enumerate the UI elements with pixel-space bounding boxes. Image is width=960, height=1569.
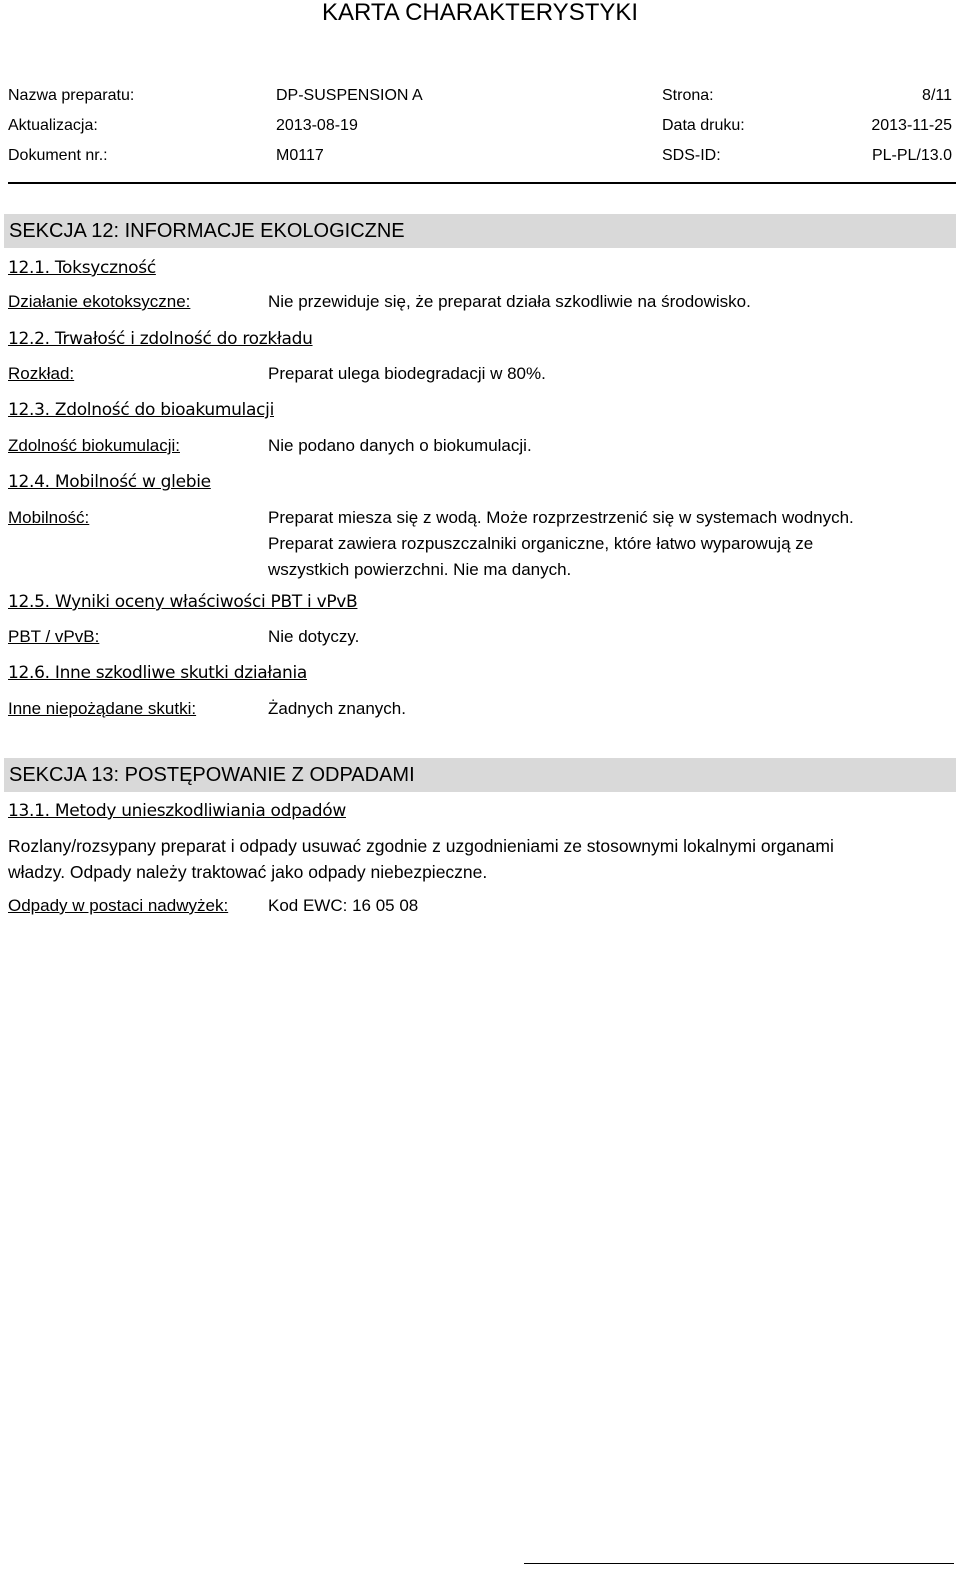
subsection-12-4-heading: 12.4. Mobilność w glebie	[8, 472, 211, 492]
header-divider	[8, 182, 956, 184]
subsection-12-6-heading: 12.6. Inne szkodliwe skutki działania	[8, 663, 308, 683]
sds-id-value: PL-PL/13.0	[871, 147, 952, 164]
section-13-header: SEKCJA 13: POSTĘPOWANIE Z ODPADAMI	[4, 758, 956, 792]
pbt-vpvb-label: PBT / vPvB:	[8, 627, 100, 646]
subsection-12-2-heading: 12.2. Trwałość i zdolność do rozkładu	[8, 329, 313, 349]
section-12-header: SEKCJA 12: INFORMACJE EKOLOGICZNE	[4, 214, 956, 248]
print-date-label: Data druku:	[662, 117, 745, 134]
print-date-value: 2013-11-25	[871, 117, 952, 134]
degradation-value: Preparat ulega biodegradacji w 80%.	[268, 364, 546, 383]
bioaccumulation-label: Zdolność biokumulacji:	[8, 436, 180, 455]
preparation-name-value: DP-SUSPENSION A	[276, 87, 423, 104]
sds-id-label: SDS-ID:	[662, 147, 721, 164]
subsection-13-1-heading: 13.1. Metody unieszkodliwiania odpadów	[8, 801, 346, 821]
mobility-value-line-2: Preparat zawiera rozpuszczalniki organiczne, które łatwo wyparowują ze	[268, 534, 814, 553]
mobility-value-line-1: Preparat miesza się z wodą. Może rozprzestrzenić się w systemach wodnych.	[268, 508, 854, 527]
subsection-12-5-heading: 12.5. Wyniki oceny właściwości PBT i vPvB	[8, 592, 358, 612]
update-value: 2013-08-19	[276, 117, 358, 134]
ecotoxicity-value: Nie przewiduje się, że preparat działa szkodliwie na środowisko.	[268, 292, 751, 311]
subsection-12-1-heading: 12.1. Toksyczność	[8, 258, 156, 278]
mobility-value-line-3: wszystkich powierzchni. Nie ma danych.	[268, 560, 572, 579]
bioaccumulation-value: Nie podano danych o biokumulacji.	[268, 436, 532, 455]
waste-disposal-line-1: Rozlany/rozsypany preparat i odpady usuwać zgodnie z uzgodnieniami ze stosownymi lokalnymi organami	[8, 836, 834, 856]
page-label: Strona:	[662, 87, 714, 104]
mobility-label: Mobilność:	[8, 508, 90, 527]
document-number-value: M0117	[276, 147, 324, 164]
ecotoxicity-label: Działanie ekotoksyczne:	[8, 292, 191, 311]
document-number-label: Dokument nr.:	[8, 147, 108, 164]
document-title: KARTA CHARAKTERYSTYKI	[321, 0, 639, 26]
other-effects-value: Żadnych znanych.	[268, 699, 406, 718]
page-value: 8/11	[922, 87, 952, 104]
mobility-value	[268, 505, 948, 583]
other-effects-label: Inne niepożądane skutki:	[8, 699, 197, 718]
waste-disposal-line-2: władzy. Odpady należy traktować jako odpady niebezpieczne.	[8, 862, 488, 882]
surplus-waste-value: Kod EWC: 16 05 08	[268, 896, 419, 915]
preparation-name-label: Nazwa preparatu:	[8, 87, 135, 104]
surplus-waste-label: Odpady w postaci nadwyżek:	[8, 896, 229, 915]
pbt-vpvb-value: Nie dotyczy.	[268, 627, 360, 646]
subsection-12-3-heading: 12.3. Zdolność do bioakumulacji	[8, 400, 274, 420]
update-label: Aktualizacja:	[8, 117, 98, 134]
footer-divider	[524, 1563, 954, 1564]
waste-disposal-paragraph	[8, 833, 948, 885]
degradation-label: Rozkład:	[8, 364, 75, 383]
